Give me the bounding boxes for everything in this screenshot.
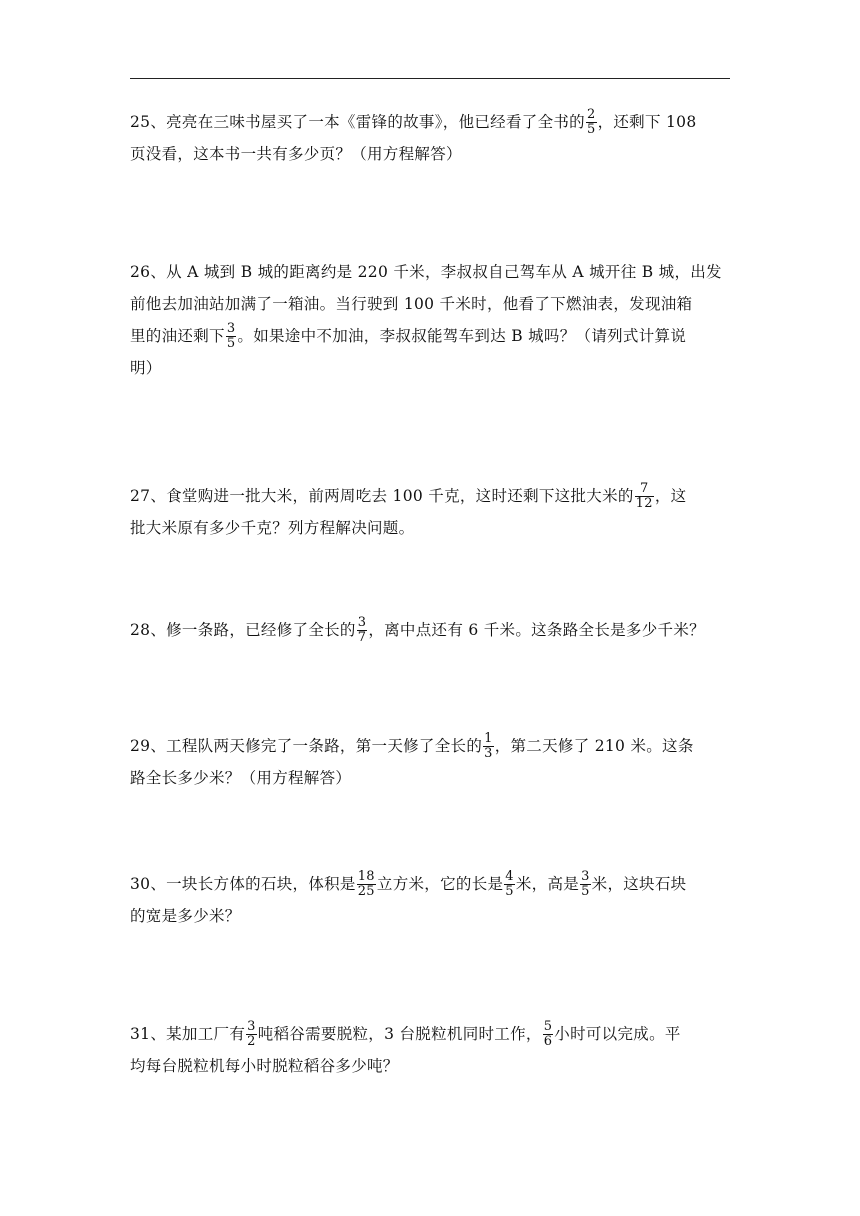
- fraction-denominator: 25: [357, 883, 375, 899]
- question-text: 批大米原有多少千克？列方程解决问题。: [130, 519, 415, 537]
- question-text: 28、修一条路，已经修了全长的: [130, 621, 356, 639]
- question-text: ，离中点还有 6 千米。这条路全长是多少千米？: [368, 621, 705, 639]
- question-text: 立方米，它的长是: [376, 875, 504, 893]
- question-q27: [130, 480, 730, 544]
- question-line: [130, 730, 730, 762]
- question-line: [130, 614, 730, 646]
- fraction-numerator: 2: [586, 106, 596, 122]
- fraction: [357, 616, 368, 645]
- question-text: 里的油还剩下: [130, 327, 225, 345]
- fraction-denominator: 5: [226, 335, 236, 351]
- fraction-denominator: 6: [543, 1033, 553, 1049]
- fraction-numerator: 3: [581, 868, 590, 884]
- question-text: 米，高是: [515, 875, 580, 893]
- question-text: 米，这块石块: [591, 875, 687, 893]
- fraction-numerator: 18: [357, 868, 375, 884]
- question-text: ，这: [654, 487, 687, 505]
- question-q28: [130, 614, 730, 646]
- question-text: 25、亮亮在三味书屋买了一本《雷锋的故事》，他已经看了全书的: [130, 113, 585, 131]
- fraction: [586, 108, 597, 137]
- question-text: 的宽是多少米？: [130, 907, 241, 925]
- fraction-denominator: 2: [247, 1033, 256, 1049]
- fraction-denominator: 5: [505, 883, 514, 899]
- fraction-numerator: 5: [543, 1018, 553, 1034]
- fraction-numerator: 3: [247, 1018, 256, 1034]
- question-line: [130, 106, 730, 138]
- question-line: [130, 1050, 730, 1082]
- question-text: 29、工程队两天修完了一条路，第一天修了全长的: [130, 737, 483, 755]
- question-line: [130, 320, 730, 352]
- fraction-numerator: 7: [635, 482, 654, 497]
- question-text: 页没看，这本书一共有多少页？（用方程解答）: [130, 145, 462, 163]
- question-q31: [130, 1018, 730, 1082]
- question-line: [130, 256, 730, 288]
- question-text: 26、从 A 城到 B 城的距离约是 220 千米，李叔叔自己驾车从 A 城开往 B 城，出发: [130, 263, 722, 281]
- fraction: [357, 870, 376, 899]
- fraction-numerator: 3: [226, 320, 236, 336]
- fraction-numerator: 4: [505, 868, 514, 884]
- question-line: [130, 1018, 730, 1050]
- question-line: [130, 138, 730, 170]
- question-line: [130, 512, 730, 544]
- question-text: 27、食堂购进一批大米，前两周吃去 100 千克，这时还剩下这批大米的: [130, 487, 634, 505]
- question-q26: [130, 256, 730, 384]
- fraction-denominator: 3: [484, 745, 493, 761]
- question-line: [130, 900, 730, 932]
- question-line: [130, 352, 730, 384]
- fraction-numerator: 3: [357, 614, 367, 630]
- question-text: 均每台脱粒机每小时脱粒稻谷多少吨？: [130, 1057, 399, 1075]
- question-text: 前他去加油站加满了一箱油。当行驶到 100 千米时，他看了下燃油表，发现油箱: [130, 295, 693, 313]
- question-text: 吨稻谷需要脱粒，3 台脱粒机同时工作，: [257, 1025, 542, 1043]
- question-line: [130, 288, 730, 320]
- question-q30: [130, 868, 730, 932]
- question-line: [130, 480, 730, 512]
- fraction-denominator: 7: [357, 629, 367, 645]
- fraction: [246, 1020, 257, 1049]
- fraction-denominator: 5: [586, 121, 596, 137]
- fraction: [635, 482, 654, 511]
- question-q29: [130, 730, 730, 794]
- fraction-denominator: 5: [581, 883, 590, 899]
- question-text: 。如果途中不加油，李叔叔能驾车到达 B 城吗？（请列式计算说: [237, 327, 687, 345]
- fraction: [226, 322, 237, 351]
- question-text: 明）: [130, 359, 162, 377]
- fraction-denominator: 12: [635, 495, 653, 511]
- question-text: 路全长多少米？（用方程解答）: [130, 769, 352, 787]
- question-line: [130, 868, 730, 900]
- question-text: 小时可以完成。平: [554, 1025, 681, 1043]
- question-text: ，第二天修了 210 米。这条: [494, 737, 694, 755]
- fraction: [483, 732, 494, 761]
- fraction-numerator: 1: [484, 730, 493, 746]
- question-text: 31、某加工厂有: [130, 1025, 246, 1043]
- question-line: [130, 762, 730, 794]
- fraction: [504, 870, 515, 899]
- question-q25: [130, 106, 730, 170]
- question-text: 30、一块长方体的石块，体积是: [130, 875, 356, 893]
- question-text: ，还剩下 108: [597, 113, 697, 131]
- header-rule: [130, 78, 730, 79]
- fraction: [543, 1020, 554, 1049]
- fraction: [580, 870, 591, 899]
